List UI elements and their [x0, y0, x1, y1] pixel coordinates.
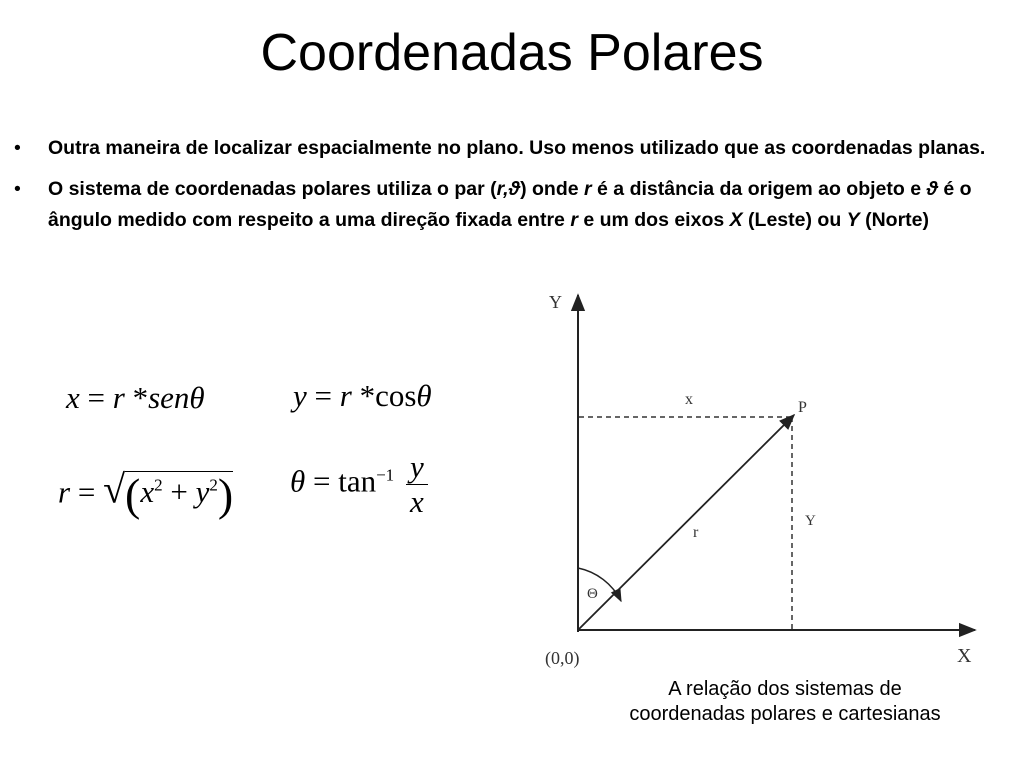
radicand [125, 469, 234, 521]
bullet-text: O sistema de coordenadas polares utiliza o par ( [48, 178, 497, 200]
formula-fn: tan [338, 463, 377, 499]
bullet-item [14, 133, 1004, 164]
angle-label: Θ [587, 586, 598, 602]
formula-var: y [195, 474, 210, 510]
bullet-text: (Leste) ou [742, 209, 847, 231]
bullet-text-italic: r,ϑ [496, 178, 521, 200]
bullet-list [14, 133, 1004, 246]
radius-label: r [693, 524, 699, 541]
x-axis-label: X [957, 645, 972, 667]
bullet-text: e um dos eixos [577, 209, 730, 231]
formula-theta [290, 450, 428, 519]
formula-var: r [112, 380, 125, 415]
bullet-text-italic: r [584, 178, 592, 200]
formula-fn: cos [375, 378, 417, 413]
formula-op: + [170, 474, 188, 510]
formula-var: θ [416, 378, 432, 413]
formula-var: x [66, 380, 80, 415]
bullet-item [14, 174, 1004, 236]
bullet-text: ) onde [520, 178, 585, 200]
formula-x [66, 380, 205, 416]
formula-op: * [359, 378, 376, 413]
polar-cartesian-diagram [535, 285, 995, 670]
bullet-marker: • [14, 178, 21, 200]
formula-exponent: −1 [376, 465, 395, 485]
point-label: P [798, 399, 807, 416]
formula-var: y [293, 378, 307, 413]
formula-r [58, 466, 234, 521]
formula-y [293, 378, 432, 414]
bullet-text-italic: ϑ [926, 178, 938, 200]
formula-fn: sen [148, 380, 190, 415]
formula-var: r [339, 378, 352, 413]
formula-op: = [87, 380, 105, 415]
formula-var: r [58, 474, 71, 510]
formula-var: x [140, 474, 155, 510]
caption-line: coordenadas polares e cartesianas [629, 703, 941, 725]
fraction-denominator: x [409, 484, 424, 519]
bullet-text-italic: r [570, 209, 578, 231]
bullet-text: Outra maneira de localizar espacialmente no plano. Uso menos utilizado que as coordenadas planas. [48, 137, 986, 159]
diagram-caption [590, 677, 980, 727]
y-distance-label: Y [805, 513, 816, 529]
bullet-text: é a distância da origem ao objeto e [591, 178, 927, 200]
bullet-text-italic: X [729, 209, 743, 231]
bullet-text: é o ângulo medido com respeito a uma direção fixada entre [48, 178, 972, 231]
formula-exponent: 2 [154, 476, 163, 495]
formula-paren: ( [125, 469, 141, 521]
slide-title: Coordenadas Polares [260, 24, 764, 82]
bullet-marker: • [14, 137, 21, 159]
formula-var: θ [189, 380, 205, 415]
x-distance-label: x [685, 391, 693, 408]
bullet-text-italic: Y [846, 209, 860, 231]
fraction-numerator: y [406, 450, 428, 485]
formula-var: θ [290, 463, 306, 499]
radical-sign: √ [103, 466, 126, 512]
radius-vector [578, 415, 794, 630]
origin-label: (0,0) [545, 648, 580, 668]
formula-op: = [314, 378, 332, 413]
formula-op: * [132, 380, 149, 415]
y-axis-label: Y [549, 292, 562, 312]
angle-arc [578, 568, 621, 601]
formula-op: = [312, 463, 331, 499]
fraction [406, 450, 428, 519]
formula-exponent: 2 [209, 476, 218, 495]
formula-paren: ) [217, 469, 234, 521]
formula-op: = [77, 474, 96, 510]
caption-line: A relação dos sistemas de [668, 678, 902, 700]
bullet-text: (Norte) [859, 209, 929, 231]
